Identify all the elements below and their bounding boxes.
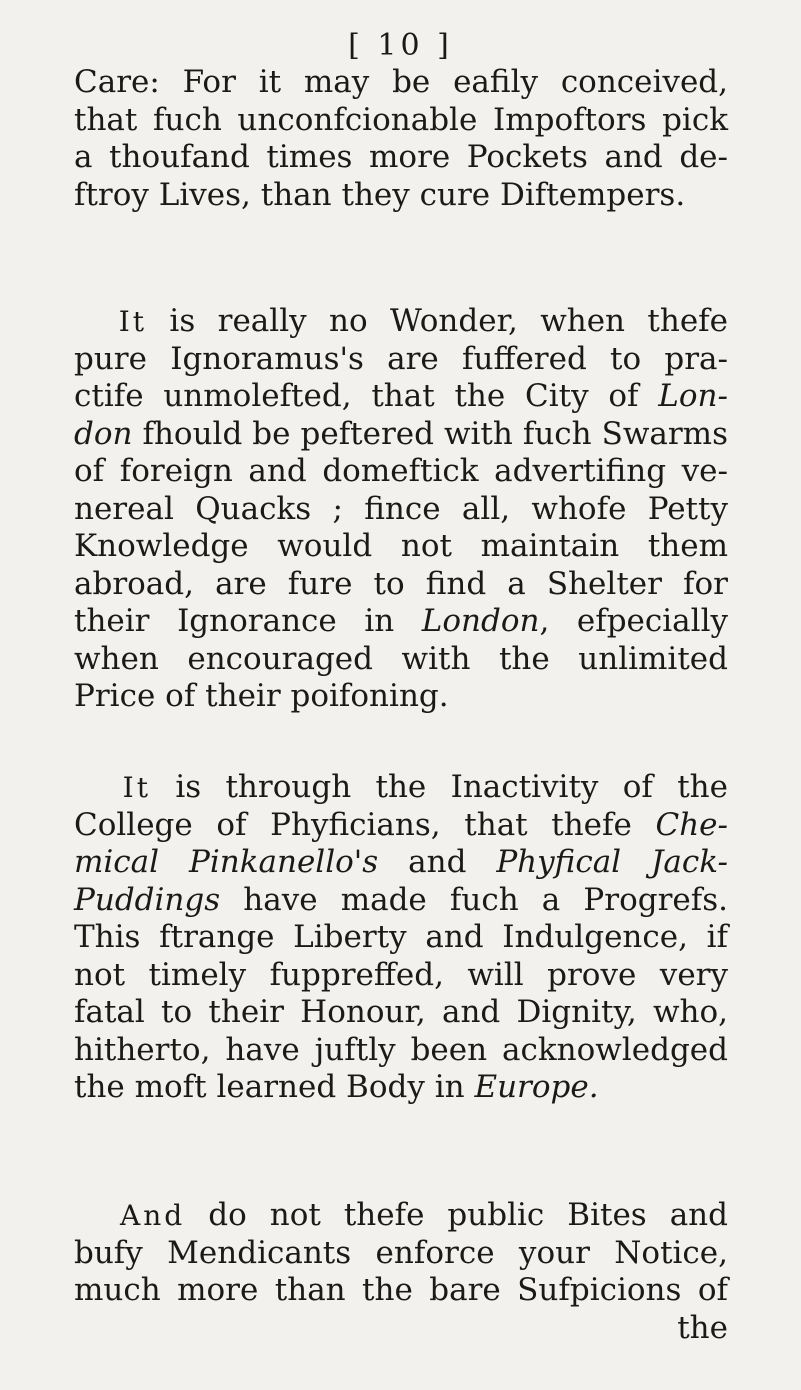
text-line: This ftrange Liberty and Indulgence, if <box>74 919 728 955</box>
small-caps-opening: It <box>118 305 148 338</box>
text-line: nereal Quacks ; fince all, whofe Petty <box>74 490 728 527</box>
text-line: when encouraged with the unlimited <box>74 640 728 677</box>
text-line: that fuch unconfcionable Impoftors pick <box>74 101 728 138</box>
text-line: ctife unmolefted, that the City of Lon- <box>74 378 728 414</box>
text-line: Care: For it may be eafily conceived, <box>74 64 728 100</box>
text-line: not timely fuppreffed, will prove very <box>74 956 728 993</box>
text-line: And do not thefe public Bites and <box>120 1197 728 1233</box>
text-line: of foreign and domeftick advertifing ve- <box>74 453 728 489</box>
text-line: ftroy Lives, than they cure Diftempers. <box>74 176 686 213</box>
text-line: bufy Mendicants enforce your Notice, <box>74 1234 728 1271</box>
paragraph-1 <box>74 64 728 214</box>
text-line: much more than the bare Sufpicions of <box>74 1272 728 1308</box>
text-line: mical Pinkanello's and Phyfical Jack- <box>74 844 728 880</box>
page-number: [ 10 ] <box>348 28 453 63</box>
text-line: the moft learned Body in Europe. <box>74 1069 599 1105</box>
text-line: It is really no Wonder, when thefe <box>118 303 728 339</box>
paragraph-4 <box>74 1197 728 1347</box>
small-caps-opening: It <box>122 771 151 804</box>
text-line: hitherto, have juftly been acknowledged <box>74 1031 728 1068</box>
text-line: don fhould be peftered with fuch Swarms <box>74 415 728 452</box>
text-line: fatal to their Honour, and Dignity, who, <box>74 994 728 1030</box>
text-line: Knowledge would not maintain them <box>74 528 728 564</box>
text-line: abroad, are fure to find a Shelter for <box>74 565 728 602</box>
paragraph-2 <box>74 303 728 716</box>
text-line: Puddings have made fuch a Progrefs. <box>74 881 728 918</box>
text-line: Price of their poifoning. <box>74 678 449 714</box>
paragraph-3 <box>74 769 728 1107</box>
text-line: their Ignorance in London, efpecially <box>74 603 728 639</box>
text-line: College of Phyficians, that thefe Che- <box>74 806 728 843</box>
catchword: the <box>677 1309 728 1346</box>
text-line: a thoufand times more Pockets and de- <box>74 139 728 175</box>
small-caps-opening: And <box>120 1199 186 1232</box>
text-line: It is through the Inactivity of the <box>122 769 728 805</box>
text-line: pure Ignoramus's are fuffered to pra- <box>74 340 728 377</box>
